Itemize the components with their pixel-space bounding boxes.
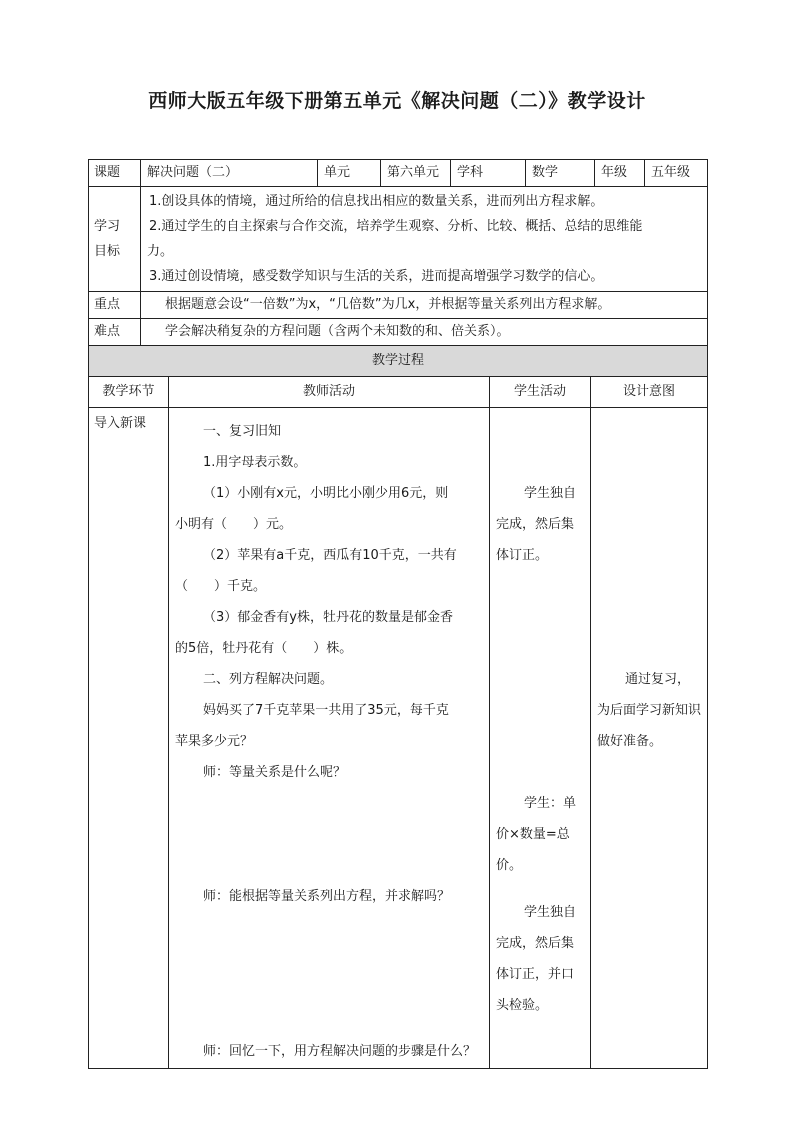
teacher-line: 师：回忆一下，用方程解决问题的步骤是什么？	[203, 1044, 477, 1059]
subject-value: 数学	[526, 160, 595, 187]
teacher-line: 小明有（ ）元。	[175, 517, 293, 532]
topic-label: 课题	[89, 160, 141, 187]
goal-2b: 力。	[147, 244, 174, 259]
goals-label	[89, 187, 141, 292]
goals-label-line1: 学习	[94, 219, 121, 234]
teacher-line: （1）小刚有x元，小明比小刚少用6元，则	[203, 486, 449, 501]
teacher-cell	[169, 408, 490, 1069]
goals-content	[141, 187, 708, 292]
topic-value: 解决问题（二）	[141, 160, 318, 187]
goal-2a: 2.通过学生的自主探索与合作交流，培养学生观察、分析、比较、概括、总结的思维能	[149, 219, 643, 234]
teacher-line: 苹果多少元？	[175, 734, 254, 749]
teacher-line: 妈妈买了7千克苹果一共用了35元，每千克	[203, 703, 449, 718]
stage-cell: 导入新课	[89, 408, 169, 1069]
key-point-row	[89, 292, 708, 319]
key-point-text: 根据题意会设“一倍数”为x，“几倍数”为几x，并根据等量关系列出方程求解。	[141, 292, 708, 319]
goals-row	[89, 187, 708, 292]
process-row	[89, 408, 708, 1069]
teacher-line: （2）苹果有a千克，西瓜有10千克，一共有	[203, 548, 457, 563]
intent-cell	[591, 408, 708, 1069]
teacher-line: 1.用字母表示数。	[203, 455, 307, 470]
student-activity-2: 学生：单价×数量=总价。	[496, 796, 577, 873]
difficulty-label: 难点	[89, 319, 141, 346]
col-stage-header: 教学环节	[89, 377, 169, 408]
student-activity-1: 学生独自完成，然后集体订正。	[496, 486, 577, 563]
subject-label: 学科	[451, 160, 526, 187]
goal-1: 1.创设具体的情境，通过所给的信息找出相应的数量关系，进而列出方程求解。	[149, 194, 604, 209]
unit-value: 第六单元	[381, 160, 451, 187]
goals-label-line2: 目标	[94, 244, 121, 259]
teacher-line: 师：等量关系是什么呢？	[203, 765, 347, 780]
teacher-line: 二、列方程解决问题。	[203, 672, 334, 687]
design-intent: 通过复习，为后面学习新知识做好准备。	[597, 672, 702, 749]
student-cell	[490, 408, 591, 1069]
teacher-line: （3）郁金香有y株，牡丹花的数量是郁金香	[203, 610, 453, 625]
info-table	[88, 159, 708, 346]
student-activity-3: 学生独自完成，然后集体订正，并口头检验。	[496, 905, 577, 1013]
teacher-line: 师：能根据等量关系列出方程，并求解吗？	[203, 889, 451, 904]
difficulty-text: 学会解决稍复杂的方程问题（含两个未知数的和、倍关系）。	[141, 319, 708, 346]
document-title: 西师大版五年级下册第五单元《解决问题（二）》教学设计	[148, 90, 646, 112]
key-point-label: 重点	[89, 292, 141, 319]
unit-label: 单元	[318, 160, 381, 187]
goal-3: 3.通过创设情境，感受数学知识与生活的关系，进而提高增强学习数学的信心。	[149, 269, 604, 284]
teacher-line: 一、复习旧知	[203, 424, 282, 439]
col-student-header: 学生活动	[490, 377, 591, 408]
grade-value: 五年级	[645, 160, 708, 187]
info-row	[89, 160, 708, 187]
teacher-line: 的5倍，牡丹花有（ ）株。	[175, 641, 353, 656]
difficulty-row	[89, 319, 708, 346]
col-teacher-header: 教师活动	[169, 377, 490, 408]
process-header: 教学过程	[89, 346, 708, 377]
process-table	[88, 345, 708, 1069]
grade-label: 年级	[595, 160, 645, 187]
teacher-line: （ ）千克。	[175, 579, 267, 594]
col-intent-header: 设计意图	[591, 377, 708, 408]
